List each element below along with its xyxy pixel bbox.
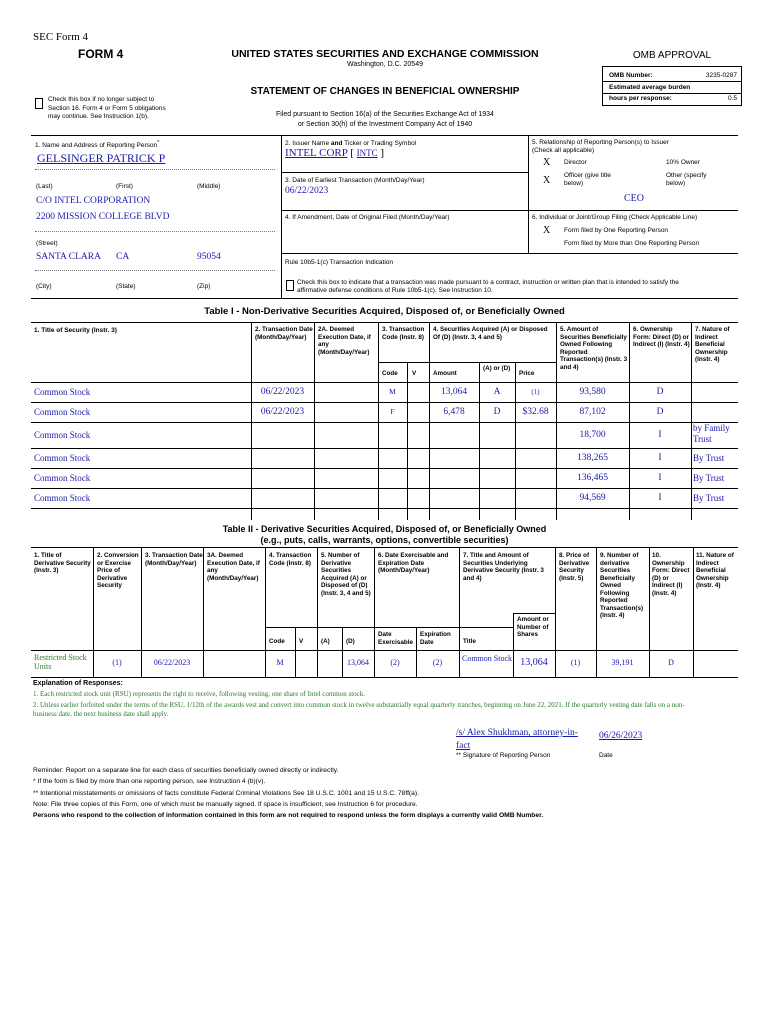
address-line-1: C/O INTEL CORPORATION [36,196,151,206]
t1-cell-nature: by Family Trust [693,423,730,444]
t2-row-form: D [668,658,674,667]
t1-h7: 7. Nature of Indirect Beneficial Ownership (Instr. 4) [695,326,730,363]
issuer-ticker: INTEL CORP [ INTC ] [285,147,385,159]
t1-cell-owned: 138,265 [577,453,608,463]
box5-label: 5. Relationship of Reporting Person(s) to Issuer (Check all applicable) [532,139,669,154]
t1-cell-title: Common Stock [34,453,91,463]
rule-text: Check this box to indicate that a transaction was made pursuant to a contract, instruction or written plan that is intended to satisfy the affirmative defense conditions of Rule 10b5-1(c). See Instruction 10. [297,279,679,294]
table-row [31,468,738,488]
filed-pursuant-1: Filed pursuant to Section 16(a) of the Securities Exchange Act of 1934 [276,111,494,118]
t2-h4: 4. Transaction Code (Instr. 8) [269,552,312,567]
t2-h10: 10. Ownership Form: Direct (D) or Indirect (I) (Instr. 4) [652,552,690,597]
t2-row-expiration: (2) [432,658,443,667]
t1-cell-price: $32.68 [522,407,549,417]
t2-h9: 9. Number of derivative Securities Beneficially Owned Following Reported Transaction(s) (Instr. 4) [600,552,644,619]
t1-cell-amount: 13,064 [440,387,468,397]
signature-name[interactable]: /s/ Alex Shukhman, attorney-in- fact [456,728,578,751]
t1-cell-title: Common Stock [34,473,91,483]
t2-row-underlying: Common Stock [461,654,512,663]
t1-h3: 3. Transaction Code (Instr. 8) [382,326,425,341]
t1-cell-amount: 6,478 [443,407,465,417]
t2-row-date: 06/22/2023 [153,658,191,667]
t1-cell-ad: D [493,407,501,417]
t1-cell-form: I [658,430,662,440]
omb-box: OMB Number: 3235-0287 Estimated average burden hours per response: 0.5 [602,66,742,106]
t2-row-shares: 13,064 [520,657,548,668]
director-mark[interactable]: X [543,157,551,168]
t2-row-conv: (1) [112,658,122,667]
t1-cell-form: D [656,387,664,397]
statement-title: STATEMENT OF CHANGES IN BENEFICIAL OWNERSHIP [250,86,520,97]
t1-sub-amount: Amount [433,370,457,377]
table-row [31,382,738,402]
city-value: SANTA CLARA [36,252,101,262]
footer-notes: Reminder: Report on a separate line for each class of securities beneficially owned directly or indirectly. * If the form is filed by more than one reporting person, see Instruction 4 (b)(v). ** Intentional misstatements or omissions of facts constitute Federal Criminal Violations See 18 U.S.C. 1001 and 15 U.S.C. 78ff(a). Note: File three copies of this Form, one of which must be manually signed. If space is insufficient, see Instruction 6 for procedure. Persons who respond to the collection of information contained in this form are not required to respond unless the form displays a currently valid OMB Number. [33,767,544,820]
other-label: Other (specify below) [666,172,707,187]
t2-row-d: 13,064 [347,658,369,667]
filed-pursuant-2: or Section 30(h) of the Investment Company Act of 1940 [297,121,473,128]
box1-label: 1. Name and Address of Reporting Person* [35,140,160,150]
rule-label: Rule 10b5-1(c) Transaction Indication [285,259,394,266]
t1-cell-form: I [658,493,662,503]
t1-h2a: 2A. Deemed Execution Date, if any (Month/Day/Year) [318,326,371,356]
t2-sub-v: V [299,638,304,645]
t2-row-exercisable: (2) [390,658,400,667]
form-title: FORM 4 [78,47,124,61]
officer-title: CEO [624,193,644,204]
t2-row-code: M [276,658,284,667]
rule-10b5-checkbox[interactable] [286,280,294,291]
zip-value: 95054 [197,252,221,262]
signature-label: ** Signature of Reporting Person [456,752,551,759]
t2-sub-expiration: Expiration Date [420,631,451,646]
t1-cell-owned: 18,700 [579,430,606,440]
t1-cell-form: I [658,453,662,463]
director-label: Director [564,159,587,166]
t1-sub-price: Price [519,370,535,377]
t1-cell-date: 06/22/2023 [260,387,305,397]
table2 [31,547,738,677]
t1-sub-code: Code [382,370,398,377]
reporting-person-name[interactable]: GELSINGER PATRICK P [37,151,166,165]
t2-h3: 3. Transaction Date (Month/Day/Year) [145,552,203,567]
ten-percent-owner-label: 10% Owner [666,159,700,166]
explanation-note-1: 1. Each restricted stock unit (RSU) represents the right to receive, following vesting, one share of Intel common stock. [33,690,366,698]
t2-h11: 11. Nature of Indirect Beneficial Ownership (Instr. 4) [696,552,734,589]
table2-title-2: (e.g., puts, calls, warrants, options, convertible securities) [260,535,509,545]
t1-h5: 5. Amount of Securities Beneficially Owned Following Reported Transaction(s) (Instr. 3 and 4) [560,326,628,371]
t2-h1: 1. Title of Derivative Security (Instr. 3) [34,552,91,574]
t2-sub-d: (D) [346,638,355,645]
t2-sub-exercisable: Date Exercisable [378,631,414,646]
table1-title: Table I - Non-Derivative Securities Acquired, Disposed of, or Beneficially Owned [204,306,565,317]
t1-sub-ad: (A) or (D) [483,365,511,372]
t1-cell-form: D [656,407,664,417]
street-label: (Street) [36,240,58,247]
t1-sub-v: V [412,370,417,377]
t2-h5: 5. Number of Derivative Securities Acquired (A) or Disposed of (D) (Instr. 3, 4 and 5) [321,552,371,597]
t2-sub-shares: Amount or Number of Shares [517,616,549,638]
explanation-heading: Explanation of Responses: [33,680,123,687]
more-person-label: Form filed by More than One Reporting Person [564,240,700,247]
box4-label: 4. If Amendment, Date of Original Filed (Month/Day/Year) [285,214,450,221]
t1-h2: 2. Transaction Date (Month/Day/Year) [255,326,313,341]
middle-label: (Middle) [197,183,221,190]
t1-cell-price: (1) [531,388,540,396]
address-line-2: 2200 MISSION COLLEGE BLVD [36,212,170,222]
t1-cell-title: Common Stock [34,493,91,503]
earliest-transaction-date: 06/22/2023 [285,186,329,196]
t2-sub-code: Code [269,638,285,645]
t1-cell-title: Common Stock [34,407,91,417]
t1-cell-date: 06/22/2023 [260,407,305,417]
t2-row-title: Restricted Stock Units [34,653,87,671]
table-row [31,448,738,468]
ticker-symbol[interactable]: INTC [356,148,378,158]
officer-mark[interactable]: X [543,175,551,186]
one-person-mark[interactable]: X [543,225,551,236]
table1 [31,322,738,520]
agency-name: UNITED STATES SECURITIES AND EXCHANGE COMMISSION [231,48,539,60]
t2-h2: 2. Conversion or Exercise Price of Derivative Security [97,552,139,589]
t1-cell-title: Common Stock [34,387,91,397]
table-row [31,422,738,448]
state-value: CA [116,252,130,262]
t2-h7: 7. Title and Amount of Securities Underlying Derivative Security (Instr. 3 and 4) [463,552,544,582]
t1-cell-code: F [390,407,395,416]
explanation-note-2: 2. Unless earlier forfeited under the terms of the RSU, 1/12th of the awards vest and convert into common stock in twelve substantially equal quarterly tranches, beginning on June 22, 2021. If the quarterly vesting date falls on a non- business date, the next business date shall apply. [33,701,685,718]
t2-h3a: 3A. Deemed Execution Date, if any (Month/Day/Year) [207,552,260,582]
t1-cell-nature: By Trust [693,452,725,463]
one-person-label: Form filed by One Reporting Person [564,227,669,234]
t1-cell-ad: A [493,387,501,397]
t1-cell-code: M [389,387,396,396]
t1-cell-owned: 94,569 [579,493,606,503]
last-label: (Last) [36,183,53,190]
t1-h1: 1. Title of Security (Instr. 3) [34,327,117,334]
t1-cell-nature: By Trust [693,492,725,503]
t1-cell-owned: 93,580 [579,387,606,397]
t1-cell-owned: 87,102 [579,407,606,417]
first-label: (First) [116,183,133,190]
table-row [31,488,738,508]
t2-row-owned: 39,191 [611,658,634,667]
date-label: Date [599,752,613,759]
issuer-name[interactable]: INTEL CORP [285,147,348,159]
t1-h6: 6. Ownership Form: Direct (D) or Indirect (I) (Instr. 4) [633,326,690,348]
sec-form-label: SEC Form 4 [33,31,89,43]
t2-sub-title: Title [463,638,476,645]
signature-date: 06/26/2023 [599,731,643,741]
officer-label: Officer (give title below) [564,172,611,187]
state-label: (State) [116,283,136,290]
box3-label: 3. Date of Earliest Transaction (Month/Day/Year) [285,177,425,184]
checkbox-instructions: Check this box if no longer subject to Section 16. Form 4 or Form 5 obligations may continue. See Instruction 1(b). [48,96,166,120]
agency-location: Washington, D.C. 20549 [346,61,423,68]
table2-title-1: Table II - Derivative Securities Acquired, Disposed of, or Beneficially Owned [222,524,547,534]
t1-cell-title: Common Stock [34,430,91,440]
t1-cell-nature: By Trust [693,472,725,483]
t2-h6: 6. Date Exercisable and Expiration Date (Month/Day/Year) [378,552,449,574]
city-label: (City) [36,283,52,290]
box2-label: 2. Issuer Name and Ticker or Trading Symbol [285,140,417,147]
t1-cell-form: I [658,473,662,483]
table-row [31,402,738,422]
t1-h4: 4. Securities Acquired (A) or Disposed Of (D) (Instr. 3, 4 and 5) [433,326,548,341]
t2-row-price: (1) [570,658,581,667]
t2-sub-a: (A) [321,638,330,645]
box6-label: 6. Individual or Joint/Group Filing (Check Applicable Line) [532,214,698,221]
zip-label: (Zip) [197,283,211,290]
omb-approval-title: OMB APPROVAL [632,50,712,61]
t1-cell-owned: 136,465 [577,473,608,483]
no-longer-subject-checkbox[interactable] [35,98,43,109]
t2-h8: 8. Price of Derivative Security (Instr. 5) [559,552,590,582]
